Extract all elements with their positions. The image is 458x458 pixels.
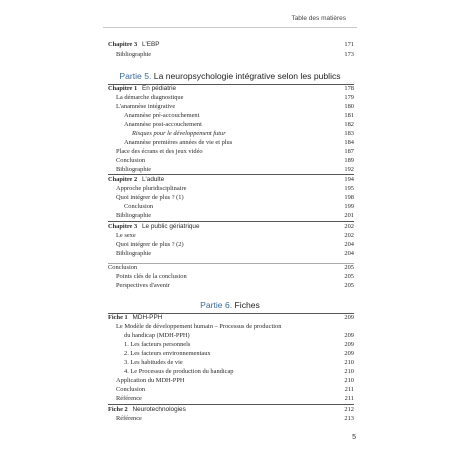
entry-label: Conclusion <box>124 203 154 210</box>
entry-label: Référence <box>116 395 142 402</box>
entry-label: Le sexe <box>116 232 136 239</box>
fiche-number: Fiche 2 <box>108 406 128 413</box>
entry-label: 2. Les facteurs environnementaux <box>124 350 211 357</box>
entry-label: 3. Les habitudes de vie <box>124 359 183 366</box>
toc-entry[interactable] <box>116 414 354 424</box>
entry-label: Bibliographie <box>116 166 152 173</box>
entry-label: Référence <box>116 415 142 422</box>
toc-entry[interactable] <box>116 281 354 291</box>
page-ref: 183 <box>344 130 354 137</box>
toc-entry[interactable] <box>116 211 354 221</box>
fiche-title: Neurotechnologies <box>132 406 186 413</box>
page-ref: 209 <box>344 341 354 348</box>
entry-label: Quoi intégrer de plus ? (1) <box>116 194 184 201</box>
toc-entry[interactable] <box>116 394 354 404</box>
entry-label: Perspectives d'avenir <box>116 282 170 289</box>
header-divider <box>103 27 357 28</box>
entry-label: Quoi intégrer de plus ? (2) <box>116 241 184 248</box>
page-ref: 178 <box>344 85 354 92</box>
page-ref: 192 <box>344 166 354 173</box>
chapter-title: L'adulte <box>141 176 165 183</box>
toc-entry-chapter[interactable] <box>108 40 354 50</box>
part-number: Partie 6. <box>200 300 233 310</box>
page-ref: 173 <box>344 51 354 58</box>
entry-label: Conclusion <box>116 157 146 164</box>
entry-label: Risques pour le développement futur <box>132 130 226 137</box>
page-ref: 205 <box>344 264 354 271</box>
page-number: 5 <box>352 434 356 441</box>
entry-label: Conclusion <box>116 386 146 393</box>
entry-label: Bibliographie <box>116 51 152 58</box>
page-ref: 209 <box>344 314 354 321</box>
entry-label: Application du MDH-PPH <box>116 377 185 384</box>
page-ref: 202 <box>344 232 354 239</box>
page-ref: 187 <box>344 148 354 155</box>
fiche-title: MDH-PPH <box>132 314 163 321</box>
chapter-number: Chapitre 3 <box>108 41 138 48</box>
page-ref: 201 <box>344 212 354 219</box>
toc-entry[interactable] <box>116 249 354 259</box>
chapter-number: Chapitre 3 <box>108 223 138 230</box>
page-ref: 209 <box>344 350 354 357</box>
part-heading <box>103 71 357 81</box>
page-ref: 195 <box>344 185 354 192</box>
page-ref: 180 <box>344 103 354 110</box>
entry-label: Place des écrans et des jeux vidéo <box>116 148 203 155</box>
part-title: Fiches <box>234 300 260 310</box>
page-ref: 202 <box>344 223 354 230</box>
page-ref: 210 <box>344 377 354 384</box>
page-ref: 204 <box>344 241 354 248</box>
chapter-title: L'EBP <box>141 41 160 48</box>
page-ref: 210 <box>344 359 354 366</box>
entry-label: Anamnèse premières années de vie et plus <box>124 139 233 146</box>
entry-label: Bibliographie <box>116 212 152 219</box>
page-ref: 199 <box>344 203 354 210</box>
entry-label: Conclusion <box>108 264 138 271</box>
page-ref: 198 <box>344 194 354 201</box>
chapter-number: Chapitre 1 <box>108 85 138 92</box>
entry-label: Bibliographie <box>116 250 152 257</box>
entry-label: Approche pluridisciplinaire <box>116 185 187 192</box>
entry-label: 1. Les facteurs personnels <box>124 341 191 348</box>
entry-label: L'anamnèse intégrative <box>116 103 176 110</box>
entry-label: Anamnèse post-accouchement <box>124 121 202 128</box>
page-ref: 194 <box>344 176 354 183</box>
page-ref: 213 <box>344 415 354 422</box>
page-ref: 179 <box>344 94 354 101</box>
entry-label: Le Modèle de développement humain – Processus de production <box>116 323 282 330</box>
page-ref: 182 <box>344 121 354 128</box>
part-number: Partie 5. <box>119 71 152 81</box>
page-ref: 204 <box>344 250 354 257</box>
page-ref: 189 <box>344 157 354 164</box>
entry-label: Anamnèse pré-accouchement <box>124 112 200 119</box>
entry-label: La démarche diagnostique <box>116 94 184 101</box>
page-ref: 209 <box>344 332 354 339</box>
running-header: Table des matières <box>291 15 346 22</box>
page-ref: 211 <box>344 386 354 393</box>
chapter-number: Chapitre 2 <box>108 176 138 183</box>
page-ref: 210 <box>344 368 354 375</box>
fiche-number: Fiche 1 <box>108 314 128 321</box>
page-ref: 211 <box>344 395 354 402</box>
entry-label: 4. Le Processus de production du handicap <box>124 368 234 375</box>
page-ref: 205 <box>344 273 354 280</box>
entry-label: Points clés de la conclusion <box>116 273 187 280</box>
part-title: La neuropsychologie intégrative selon les publics <box>153 71 341 81</box>
chapter-title: Le public gériatrique <box>141 223 200 230</box>
page-ref: 184 <box>344 139 354 146</box>
part-heading <box>103 300 357 310</box>
chapter-title: En pédiatrie <box>141 85 177 92</box>
page-ref: 212 <box>344 406 354 413</box>
page-ref: 171 <box>344 41 354 48</box>
page-ref: 181 <box>344 112 354 119</box>
toc-entry[interactable] <box>116 50 354 60</box>
entry-label: du handicap (MDH-PPH) <box>124 332 190 339</box>
page-ref: 205 <box>344 282 354 289</box>
